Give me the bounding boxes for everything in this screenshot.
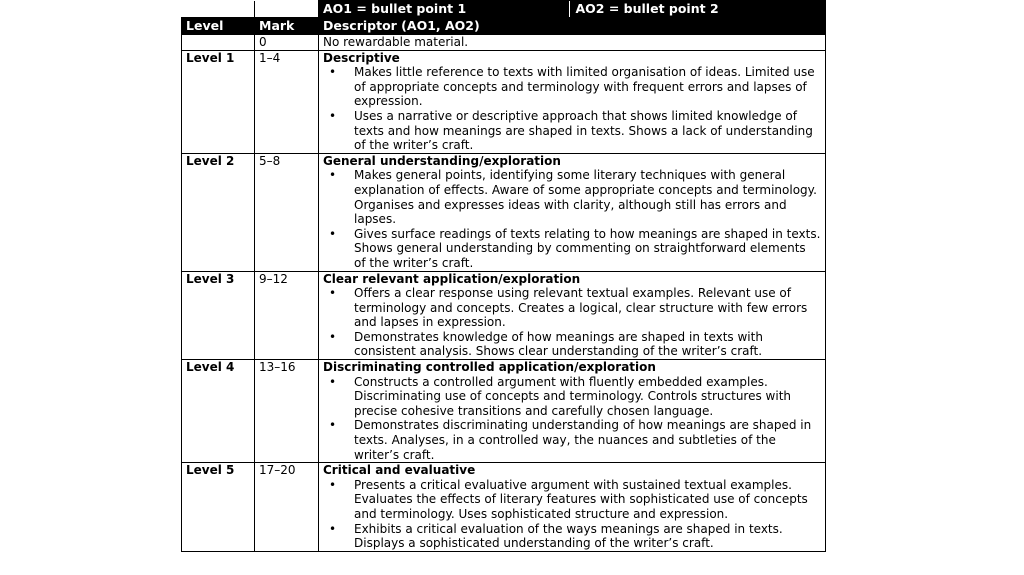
level-cell: Level 4: [182, 360, 255, 463]
descriptor-cell: [319, 463, 826, 552]
level-cell: Level 1: [182, 50, 255, 153]
ao-key-cell: [319, 1, 826, 18]
descriptor-bullets: [323, 168, 821, 270]
level-row: [182, 50, 826, 153]
level-cell: Level 3: [182, 271, 255, 360]
descriptor-cell: [319, 50, 826, 153]
mark-range-cell: 1–4: [255, 50, 319, 153]
descriptor-bullets: [323, 478, 821, 551]
level-cell-empty: [182, 35, 255, 51]
column-header-row: [182, 18, 826, 35]
descriptor-cell: [319, 153, 826, 271]
ao2-key: AO2 = bullet point 2: [569, 1, 822, 17]
descriptor-bullet: • Presents a critical evaluative argument with sustained textual examples. Evaluates the effects of literary features with sophisticated use of concepts and terminology. Uses sophisticated structure and expression.: [329, 478, 821, 522]
col-header-level: Level: [182, 18, 255, 35]
descriptor-title: General understanding/exploration: [323, 153, 561, 168]
zero-mark-row: [182, 35, 826, 51]
level-cell: Level 5: [182, 463, 255, 552]
level-cell: Level 2: [182, 153, 255, 271]
descriptor-title: Clear relevant application/exploration: [323, 271, 581, 286]
level-row: [182, 360, 826, 463]
descriptor-bullet: • Demonstrates discriminating understanding of how meanings are shaped in texts. Analyses, in a controlled way, the nuances and subtleties of the writer’s craft.: [329, 418, 821, 462]
descriptor-bullet: • Demonstrates knowledge of how meanings are shaped in texts with consistent analysis. Shows clear understanding of the writer’s craft.: [329, 330, 821, 359]
descriptor-bullet: • Offers a clear response using relevant textual examples. Relevant use of terminology and concepts. Creates a logical, clear structure with few errors and lapses in expression.: [329, 286, 821, 330]
level-row: [182, 271, 826, 360]
descriptor-bullets: [323, 375, 821, 463]
ao1-key: AO1 = bullet point 1: [323, 1, 467, 16]
descriptor-bullets: [323, 286, 821, 359]
descriptor-title: Critical and evaluative: [323, 463, 476, 478]
descriptor-bullet: • Gives surface readings of texts relating to how meanings are shaped in texts. Shows general understanding by commenting on straightforward elements of the writer’s craft.: [329, 227, 821, 271]
mark-cell: 0: [255, 35, 319, 51]
mark-range-cell: 5–8: [255, 153, 319, 271]
mark-scheme-page: [181, 0, 825, 565]
col-header-descriptor: Descriptor (AO1, AO2): [319, 18, 826, 35]
descriptor-title: Discriminating controlled application/exploration: [323, 360, 656, 375]
descriptor-title: Descriptive: [323, 50, 400, 65]
mark-range-cell: 9–12: [255, 271, 319, 360]
descriptor-bullet: • Makes little reference to texts with limited organisation of ideas. Limited use of appropriate concepts and terminology with frequent errors and lapses of expression.: [329, 65, 821, 109]
mark-range-cell: 17–20: [255, 463, 319, 552]
col-header-mark: Mark: [255, 18, 319, 35]
header-blank-cell: [182, 1, 255, 18]
descriptor-cell: [319, 271, 826, 360]
descriptor-bullet: • Makes general points, identifying some literary techniques with general explanation of effects. Aware of some appropriate concepts and terminology. Organises and expresses ideas with clarity, although still has errors and lapses.: [329, 168, 821, 226]
descriptor-bullet: • Exhibits a critical evaluation of the ways meanings are shaped in texts. Displays a sophisticated understanding of the writer’s craft.: [329, 522, 821, 551]
mark-range-cell: 13–16: [255, 360, 319, 463]
descriptor-cell: [319, 360, 826, 463]
level-row: [182, 153, 826, 271]
header-blank-cell: [255, 1, 319, 18]
descriptor-bullets: [323, 65, 821, 153]
descriptor-cell: No rewardable material.: [319, 35, 826, 51]
descriptor-bullet: • Uses a narrative or descriptive approach that shows limited knowledge of texts and how meanings are shaped in texts. Shows a lack of understanding of the writer’s craft.: [329, 109, 821, 153]
mark-scheme-table: [181, 0, 826, 552]
level-row: [182, 463, 826, 552]
ao-header-row: [182, 1, 826, 18]
descriptor-bullet: • Constructs a controlled argument with fluently embedded examples. Discriminating use of concepts and terminology. Controls structures with precise cohesive transitions and carefully chosen language.: [329, 375, 821, 419]
